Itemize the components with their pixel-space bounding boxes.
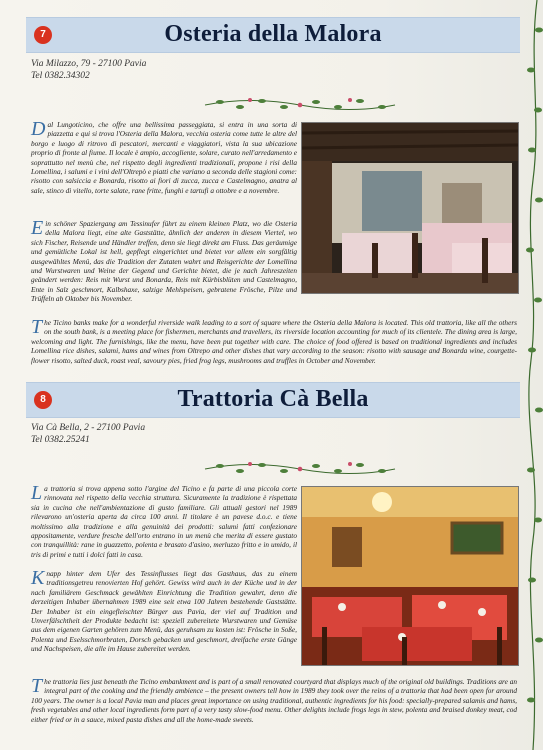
entry1-title-banner — [26, 17, 520, 53]
entry2-dropcap-en: T — [31, 675, 43, 697]
floral-ornament-icon — [200, 458, 400, 478]
entry2-dropcap-de: K — [31, 567, 45, 589]
entry2-address: Via Cà Bella, 2 - 27100 Pavia — [31, 423, 146, 433]
entry2-interior-photo — [301, 486, 519, 666]
entry2-body-en: he trattoria lies just beneath the Ticino embankment and is part of a small renovated courtyard that displays much of the original old buildings. Traditions are an integral part of the cooking and the friendly ambience – the present owners tell how in 1989 they took over the reins of a trattoria that had been open for around 100 years. The owner is a local Pavia man and places great importance on using traditional, authentic ingredients for his food: specially-prepared salamis and hams, fresh vegetables and other local ingredients form part of a very tasty slow-food menu. Other delights include frogs legs in stew, polenta and braised donkey meat, cod either fried or in a sauce, mixed pasta dishes and all the home-made sweets. — [31, 677, 517, 724]
entry1-text-english — [31, 318, 517, 365]
entry1-dropcap-de: E — [31, 217, 44, 239]
entry2-title: Trattoria Cà Bella — [177, 386, 369, 412]
entry1-dropcap-en: T — [31, 316, 43, 338]
entry1-number-badge: 7 — [34, 26, 52, 44]
entry1-address: Via Milazzo, 79 - 27100 Pavia — [31, 59, 147, 69]
ivy-vine-icon — [521, 0, 543, 750]
entry2-title-banner — [26, 382, 520, 418]
entry2-body-de: napp hinter dem Ufer des Tessinflusses liegt das Gasthaus, das zu einem traditionsgetreu renovierten Hof gehört. Gewiss wird auch in der Küche und in der nach familiärem Geschmack gewählten Einrichtung die Tradition gewahrt, denn die derzeitigen Inhaber übernahmen 1989 eine seit etwa 100 Jahren bestehende Gaststätte. Der Inhaber ist ein eingefleischter Bürger aus Pavia, der viel auf Tradition und Unverfälschtheit der Produkte bedacht ist: speziell zubereitete Wurstwaren und Gemüse aus dem eigenen Garten gehören zum Menü, das geruhsam zu kosten ist: Frösche in Soße, Polenta und Eselsschmorbraten, Dorsch gebacken und geschmort, dreifache erste Gänge und Nachspeisen, die alle im Hause zubereitet werden. — [31, 569, 297, 654]
entry2-number-badge: 8 — [34, 391, 52, 409]
entry1-contact — [31, 58, 146, 82]
entry1-text-italian — [31, 120, 297, 195]
entry2-dropcap-it: L — [31, 482, 43, 504]
entry1-body-de: in schöner Spaziergang am Tessinufer führt zu einem kleinen Platz, wo die Osteria della Malora liegt, eine alte Gaststätte, ähnlich der anderen in diesem Viertel, wo sich Fischer, Reisende und Händler treffen, denn sie liegt direkt am Fluss. Das geräumige und gemütliche Lokal ist hell, gepflegt eingerichtet und bietet vor allem ein sorgfältig ausgewähltes Menü, das die Tradition der Zutaten wahrt und Reisgerichte der Lomellina und Wurstwaren und Weine der Gegend und Gerichte bietet, die je nach Jahreszeiten geändert werden: Reis mit Wurst und Bonarda, Reis mit Kürbisblüten und Castelmagno, Ente in Salz geschmort, Kalbshaxe, salzige Mehlspeisen, gebratene Frösche, Pilze und Trüffeln ab Oktober bis November. — [31, 219, 297, 304]
entry2-text-german — [31, 569, 297, 654]
entry2-text-english — [31, 677, 517, 724]
entry1-body-en: he Ticino banks make for a wonderful riverside walk leading to a sort of square where the Osteria della Malora is located. This old trattoria, like all the others on the south bank, is a meeting place for fishermen, merchants and travellers, its riverside location accounting for much of its clientele. The dining area is large, welcoming and light. The furnishings, like the menu, have been put together with care. The choice of food offered is based on traditional ingredients and includes Lomellina rice dishes, salami, hams and wines from Oltrepo and other dishes that vary according to the season: risotto with sausage and Bonarda wine, courgette-flower risotto, salted duck, roast veal, savoury pies, fried frog legs, mushrooms and truffles in October and November. — [31, 318, 517, 365]
entry1-body-it: al Lungoticino, che offre una bellissima passeggiata, si entra in una sorta di piazzetta e qui si trova l'Osteria della Malora, vecchia osteria come tutte le altre del borgo e luogo di ritrovo di pescatori, mercanti e viaggiatori, vista la sua ubicazione proprio di fronte al fiume. Il locale è ampio, accogliente, solare, curato nell'arredamento e soprattutto nel menù che, nel rispetto degli ingredienti tradizionali, propone i risi della Lomellina, i salumi e i vini dell'Oltrepò e piatti che variano a seconda delle stagioni come: risotto con salsiccia e Bonarda, risotto ai fiori di zucca, zucca e Castelmagno, anatra al sale, stinco di vitello, torte salate, rane fritte, funghi e tartufi a ottobre e a novembre. — [31, 120, 297, 195]
entry2-body-it: a trattoria si trova appena sotto l'argine del Ticino e fa parte di una piccola corte rinnovata nel rispetto della vecchia struttura. Sicuramente la tradizione è rispettata sia in cucina che nell'ambientazione di gusto familiare. Gli attuali gestori nel 1989 rilevarono un'osteria aperta da circa 100 anni. Il titolare è un pavese d.o.c. e tiene moltissimo alla tradizione e alla genuinità dei prodotti: salumi fatti confezionare appositamente, verdure fresche dell'orto entrano in un menù che merita di essere gustato con tranquillità: rane in guazzetto, polenta e brasato d'asino, merluzzo fritto e in umido, il tris di primi e tutti i dolci fatti in casa. — [31, 484, 297, 559]
entry2-phone: Tel 0382.25241 — [31, 435, 90, 445]
entry1-interior-photo — [301, 122, 519, 294]
entry1-text-german — [31, 219, 297, 304]
entry1-phone: Tel 0382.34302 — [31, 71, 90, 81]
entry1-dropcap-it: D — [31, 118, 46, 140]
entry2-text-italian — [31, 484, 297, 559]
entry1-title: Osteria della Malora — [164, 21, 382, 47]
entry2-contact — [31, 422, 145, 446]
floral-ornament-icon — [200, 94, 400, 114]
